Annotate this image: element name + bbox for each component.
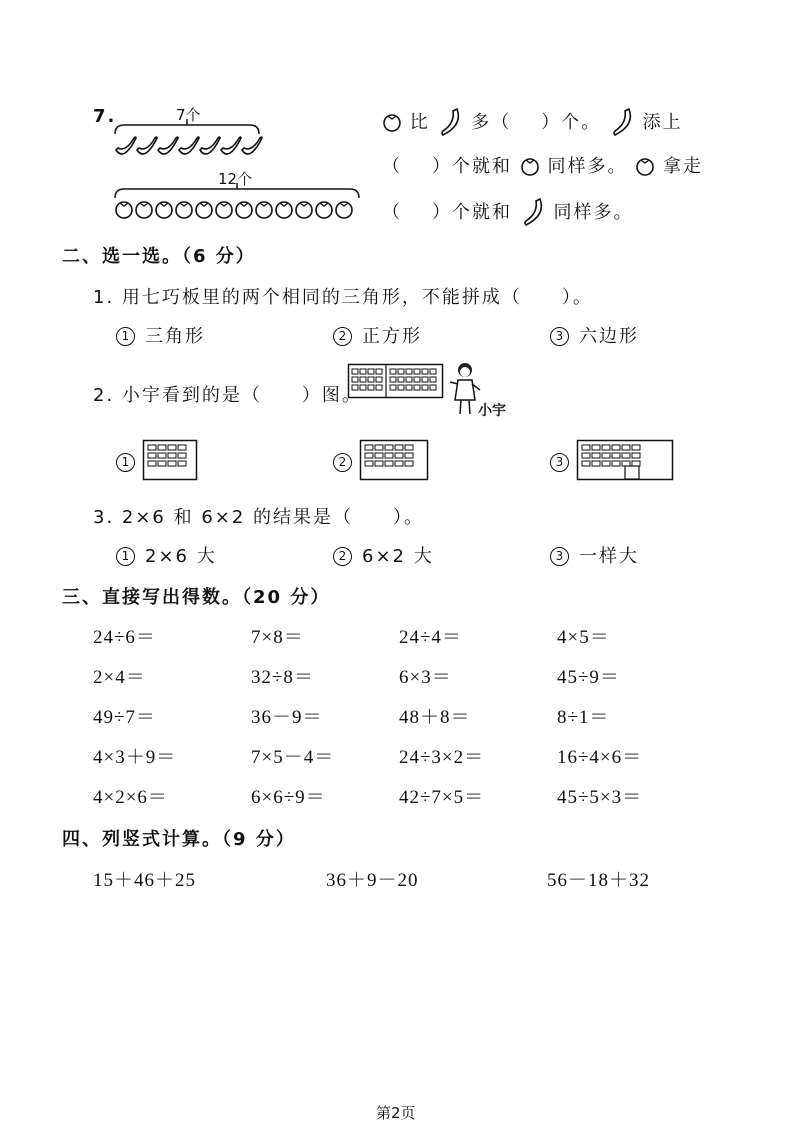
- option-label: 六边形: [579, 326, 639, 347]
- q7-line-3: [382, 197, 633, 227]
- math-problem: 36－9＝: [251, 707, 323, 728]
- banana-icon: [179, 137, 199, 154]
- tomato-icon: [336, 202, 352, 218]
- banana-icon: [221, 137, 241, 154]
- banana-icon: [137, 137, 157, 154]
- math-problem: 4×2×6＝: [93, 787, 168, 808]
- building-view-side-a: [143, 440, 197, 480]
- q7-text: （: [382, 156, 402, 177]
- math-problem: 45÷9＝: [557, 667, 620, 688]
- girl-xiaoyu-icon: [448, 360, 482, 418]
- s2-q2-option-2: [333, 452, 362, 473]
- option-label: 2×6 大: [145, 546, 217, 567]
- math-problem: 8÷1＝: [557, 707, 610, 728]
- option-number: 2: [333, 453, 352, 472]
- s2-q1-option-3: [550, 322, 639, 348]
- banana-group-figure: [112, 122, 272, 168]
- s2-q1-text: 1. 用七巧板里的两个相同的三角形，不能拼成（ ）。: [93, 287, 593, 308]
- option-label: 一样大: [579, 546, 639, 567]
- q7-text: （: [382, 202, 402, 223]
- math-problem: 24÷4＝: [399, 627, 462, 648]
- tomato-icon: [316, 202, 332, 218]
- tomato-icon: [296, 202, 312, 218]
- q7-text: ）个。: [541, 112, 602, 133]
- option-number: 2: [333, 547, 352, 566]
- s2-q1-option-1: [116, 322, 205, 348]
- page-number: 第2页: [376, 1104, 416, 1122]
- tomato-icon: [520, 155, 540, 177]
- q7-text: 拿走: [662, 156, 703, 177]
- q7-text: 同样多。: [547, 156, 628, 177]
- banana-icon: [116, 137, 136, 154]
- option-number: 1: [116, 453, 135, 472]
- math-problem: 6×6÷9＝: [251, 787, 326, 808]
- person-label: 小宇: [478, 403, 506, 419]
- option-label: 6×2 大: [362, 546, 434, 567]
- math-problem: 4×5＝: [557, 627, 610, 648]
- tomato-group-figure: [112, 186, 362, 222]
- tomato-icon: [382, 111, 402, 133]
- math-problem: 16÷4×6＝: [557, 747, 643, 768]
- tomato-icon: [256, 202, 272, 218]
- tomato-icon: [156, 202, 172, 218]
- banana-icon: [609, 107, 635, 137]
- math-problem: 4×3＋9＝: [93, 747, 177, 768]
- q7-text: 同样多。: [553, 202, 634, 223]
- option-number: 2: [333, 327, 352, 346]
- q7-line-1: [382, 107, 683, 137]
- building-view-front: [360, 440, 428, 480]
- option-label: 正方形: [362, 326, 422, 347]
- math-problem: 24÷3×2＝: [399, 747, 485, 768]
- math-problem: 6×3＝: [399, 667, 452, 688]
- s2-q3-option-3: [550, 542, 639, 568]
- s2-q1-option-2: [333, 322, 422, 348]
- q7-text: 添上: [642, 112, 683, 133]
- s2-q2-text: 2. 小宇看到的是（ ）图。: [93, 385, 362, 406]
- option-number: 1: [116, 327, 135, 346]
- tomato-icon: [216, 202, 232, 218]
- option-label: 三角形: [145, 326, 205, 347]
- math-problem: 49÷7＝: [93, 707, 156, 728]
- q7-text: ）个就和: [432, 156, 512, 177]
- math-problem: 42÷7×5＝: [399, 787, 485, 808]
- math-problem: 45÷5×3＝: [557, 787, 643, 808]
- math-problem: 7×8＝: [251, 627, 304, 648]
- banana-count-label: 7个: [176, 106, 201, 124]
- section2-title: 二、选一选。（6 分）: [62, 246, 256, 267]
- tomato-count-label: 12个: [218, 170, 253, 188]
- s2-q3-option-1: [116, 542, 217, 568]
- banana-icon: [242, 137, 262, 154]
- tomato-icon: [196, 202, 212, 218]
- option-number: 3: [550, 453, 569, 472]
- tomato-icon: [236, 202, 252, 218]
- building-view-front-with-door: [577, 440, 673, 480]
- s2-q2-option-1: [116, 452, 145, 473]
- q7-text: ）个就和: [432, 202, 512, 223]
- tomato-icon: [276, 202, 292, 218]
- tomato-icon: [635, 155, 655, 177]
- option-number: 3: [550, 547, 569, 566]
- banana-icon: [200, 137, 220, 154]
- option-number: 3: [550, 327, 569, 346]
- s2-q3-text: 3. 2×6 和 6×2 的结果是（ ）。: [93, 507, 425, 528]
- banana-icon: [520, 197, 546, 227]
- section3-title: 三、直接写出得数。（20 分）: [62, 587, 331, 608]
- tomato-icon: [116, 202, 132, 218]
- tomato-icon: [176, 202, 192, 218]
- vertical-calc-item: 15＋46＋25: [93, 870, 197, 891]
- option-number: 1: [116, 547, 135, 566]
- banana-icon: [158, 137, 178, 154]
- math-problem: 48＋8＝: [399, 707, 471, 728]
- math-problem: 7×5－4＝: [251, 747, 335, 768]
- math-problem: 32÷8＝: [251, 667, 314, 688]
- q7-text: 比: [409, 112, 430, 133]
- q7-number: 7.: [93, 106, 117, 127]
- s2-q2-option-3: [550, 452, 579, 473]
- section4-title: 四、列竖式计算。（9 分）: [62, 829, 296, 850]
- banana-icon: [437, 107, 463, 137]
- tomato-icon: [136, 202, 152, 218]
- building-perspective-figure: [348, 364, 443, 398]
- vertical-calc-item: 56－18＋32: [547, 870, 651, 891]
- s2-q3-option-2: [333, 542, 434, 568]
- math-problem: 24÷6＝: [93, 627, 156, 648]
- q7-line-2: [382, 152, 703, 178]
- vertical-calc-item: 36＋9－20: [326, 870, 419, 891]
- q7-text: 多（: [471, 112, 512, 133]
- math-problem: 2×4＝: [93, 667, 146, 688]
